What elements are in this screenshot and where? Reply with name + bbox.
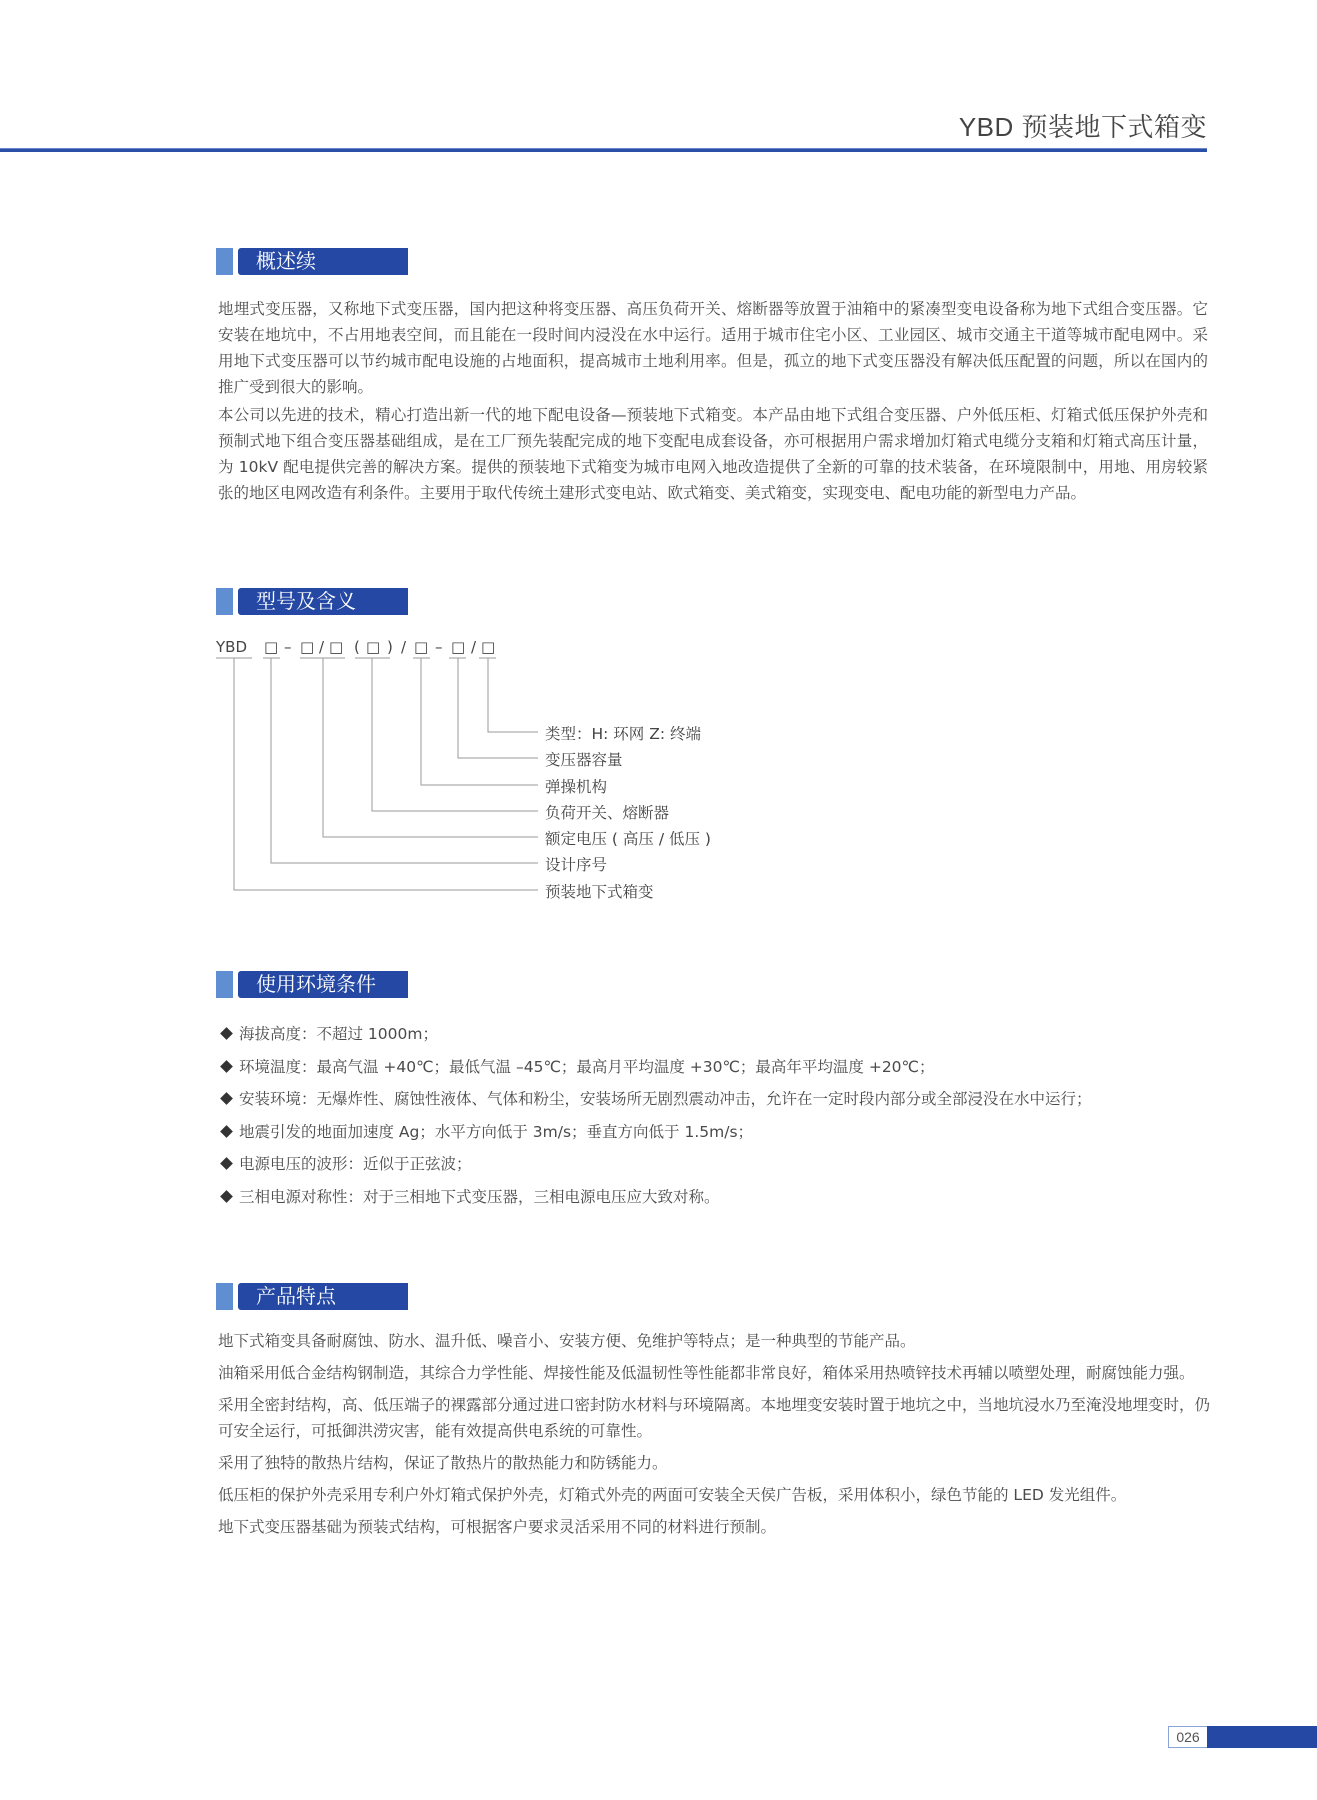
code-slash: /: [401, 638, 407, 656]
features-text: [218, 1328, 1213, 1546]
feature-paragraph: 地下式变压器基础为预装式结构，可根据客户要求灵活采用不同的材料进行预制。: [218, 1518, 777, 1536]
legend-switch: 负荷开关、熔断器: [545, 804, 670, 822]
legend-voltage: 额定电压 ( 高压 / 低压 ): [545, 830, 711, 848]
overview-paragraph: 本公司以先进的技术，精心打造出新一代的地下配电设备—预装地下式箱变。本产品由地下式组合变压器、户外低压柜、灯箱式低压保护外壳和预制式地下组合变压器基础组成，是在工厂预先装配完成的地下变配电成套设备，亦可根据用户需求增加灯箱式电缆分支箱和灯箱式高压计量，为 10kV 配电提供完善的解决方案。提供的预装地下式箱变为城市电网入地改造提供了全新的可靠的技术装备，在环境限制中，用地、用房较紧张的地区电网改造有利条件。主要用于取代传统土建形式变电站、欧式箱变、美式箱变，实现变电、配电功能的新型电力产品。: [218, 406, 1208, 502]
page-number: 026: [1168, 1726, 1208, 1748]
feature-paragraph: 地下式箱变具备耐腐蚀、防水、温升低、噪音小、安装方便、免维护等特点；是一种典型的节能产品。: [218, 1332, 916, 1350]
legend-capacity: 变压器容量: [545, 751, 623, 769]
leader-switch: [372, 658, 538, 811]
code-box: □: [481, 638, 496, 656]
diamond-bullet-icon: [220, 1157, 233, 1170]
diamond-bullet-icon: [220, 1060, 233, 1073]
section-heading-model: [216, 588, 408, 615]
heading-accent-block: [216, 971, 233, 998]
code-paren-open: (: [354, 638, 360, 656]
list-item: 海拔高度：不超过 1000m；: [218, 1018, 1092, 1051]
diamond-bullet-icon: [220, 1027, 233, 1040]
code-box: □: [366, 638, 381, 656]
overview-paragraph: 地埋式变压器，又称地下式变压器，国内把这种将变压器、高压负荷开关、熔断器等放置于油箱中的紧凑型变电设备称为地下式组合变压器。它安装在地坑中，不占用地表空间，而且能在一段时间内浸没在水中运行。适用于城市住宅小区、工业园区、城市交通主干道等城市配电网中。采用地下式变压器可以节约城市配电设施的占地面积，提高城市土地利用率。但是，孤立的地下式变压器没有解决低压配置的问题，所以在国内的推广受到很大的影响。: [218, 300, 1208, 396]
legend-mechanism: 弹操机构: [545, 778, 608, 796]
code-box: □: [451, 638, 466, 656]
heading-accent-block: [216, 248, 233, 275]
section-title-model: 型号及含义: [256, 589, 356, 613]
leader-design: [271, 658, 538, 863]
list-item: 安装环境：无爆炸性、腐蚀性液体、气体和粉尘，安装场所无剧烈震动冲击，允许在一定时段内部分或全部浸没在水中运行；: [218, 1083, 1092, 1116]
overview-text: [218, 296, 1208, 508]
leader-mechanism: [421, 658, 538, 785]
leader-prefix: [234, 658, 538, 890]
list-item: 环境温度：最高气温 +40℃；最低气温 –45℃；最高月平均温度 +30℃；最高年平均温度 +20℃；: [218, 1051, 1092, 1084]
leader-type: [488, 658, 538, 732]
code-box: □: [300, 638, 315, 656]
diamond-bullet-icon: [220, 1092, 233, 1105]
section-heading-environment: [216, 971, 408, 998]
feature-paragraph: 采用了独特的散热片结构，保证了散热片的散热能力和防锈能力。: [218, 1454, 668, 1472]
page-header-title: YBD 预装地下式箱变: [958, 112, 1207, 142]
list-item: 三相电源对称性：对于三相地下式变压器，三相电源电压应大致对称。: [218, 1181, 1092, 1214]
section-title-environment: 使用环境条件: [256, 972, 376, 996]
code-box: □: [414, 638, 429, 656]
legend-type: 类型：H: 环网 Z: 终端: [545, 725, 701, 743]
leader-voltage: [323, 658, 538, 837]
legend-design: 设计序号: [545, 856, 608, 874]
header-divider: [0, 148, 1207, 152]
feature-paragraph: 采用全密封结构，高、低压端子的裸露部分通过进口密封防水材料与环境隔离。本地埋变安装时置于地坑之中，当地坑浸水乃至淹没地埋变时，仍可安全运行，可抵御洪涝灾害，能有效提高供电系统的可靠性。: [218, 1396, 1211, 1440]
section-heading-features: [216, 1283, 408, 1310]
section-title-features: 产品特点: [256, 1284, 336, 1308]
section-heading-overview: [216, 248, 408, 275]
heading-accent-block: [216, 1283, 233, 1310]
footer-accent-bar: [1207, 1726, 1317, 1748]
list-item: 地震引发的地面加速度 Ag；水平方向低于 3m/s；垂直方向低于 1.5m/s；: [218, 1116, 1092, 1149]
diamond-bullet-icon: [220, 1125, 233, 1138]
list-item: 电源电压的波形：近似于正弦波；: [218, 1148, 1092, 1181]
legend-prefix: 预装地下式箱变: [545, 883, 654, 901]
code-dash: –: [284, 638, 292, 656]
leader-capacity: [458, 658, 538, 758]
heading-accent-block: [216, 588, 233, 615]
feature-paragraph: 油箱采用低合金结构钢制造，其综合力学性能、焊接性能及低温韧性等性能都非常良好，箱体采用热喷锌技术再辅以喷塑处理，耐腐蚀能力强。: [218, 1364, 1195, 1382]
code-box: □: [329, 638, 344, 656]
code-dash: –: [435, 638, 443, 656]
feature-paragraph: 低压柜的保护外壳采用专利户外灯箱式保护外壳，灯箱式外壳的两面可安装全天侯广告板，采用体积小，绿色节能的 LED 发光组件。: [218, 1486, 1127, 1504]
code-box: □: [264, 638, 279, 656]
code-slash: /: [471, 638, 477, 656]
code-paren-close: ): [387, 638, 393, 656]
environment-list: [218, 1018, 1092, 1213]
code-prefix: YBD: [216, 638, 248, 656]
diamond-bullet-icon: [220, 1190, 233, 1203]
code-slash: /: [319, 638, 325, 656]
section-title-overview: 概述续: [256, 249, 316, 273]
